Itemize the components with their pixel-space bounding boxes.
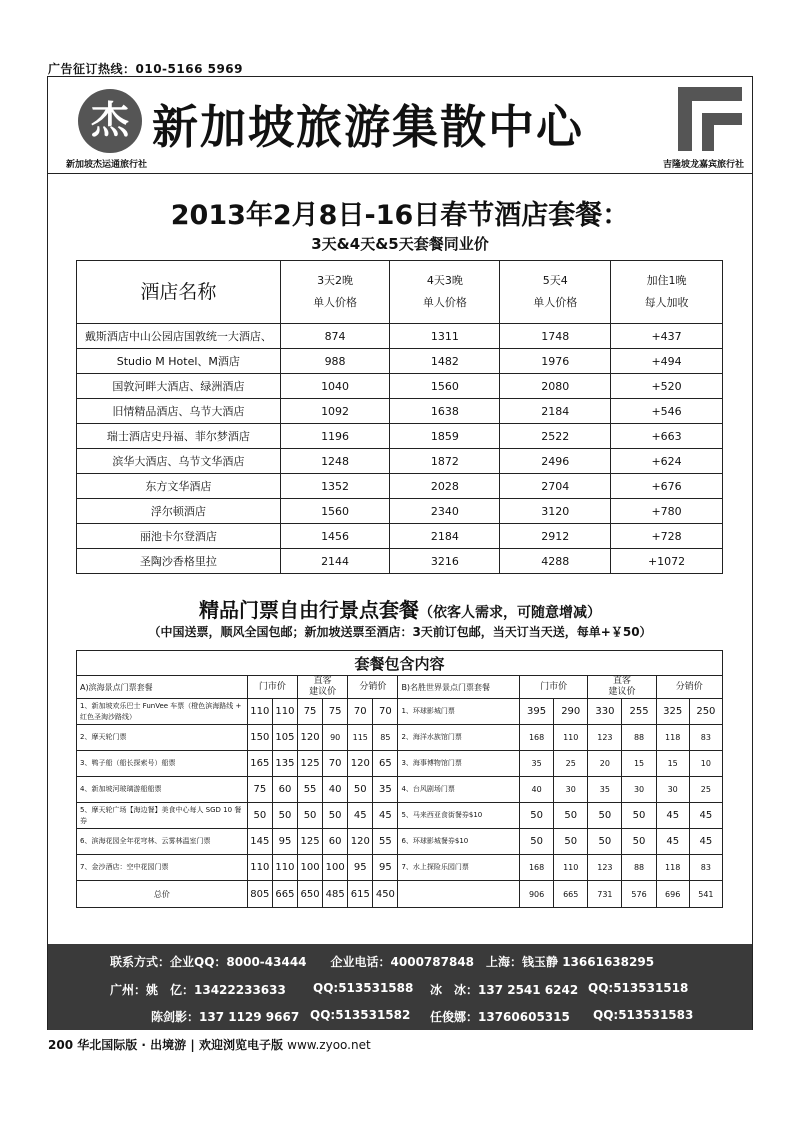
- table-row: 戴斯酒店中山公园店国敦统一大酒店、 874 1311 1748 +437: [77, 324, 723, 349]
- footer-url[interactable]: www.zyoo.net: [287, 1038, 371, 1052]
- table-row: 丽池卡尔登酒店 1456 2184 2912 +728: [77, 524, 723, 549]
- table-row: 3、鸭子船（船长探索号）船票 165 135 125 70 120 65 3、海事博物馆门票 35 25 20 15 15 10: [77, 751, 723, 777]
- page-frame: [47, 76, 753, 1030]
- ticket-table-caption: 套餐包含内容: [77, 651, 723, 676]
- table-row: 瑞士酒店史丹福、菲尔梦酒店 1196 1859 2522 +663: [77, 424, 723, 449]
- ad-hotline: 广告征订热线：010-5166 5969: [48, 62, 244, 76]
- page-subtitle: 3天&4天&5天套餐同业价: [311, 235, 489, 253]
- agency-right: 吉隆坡龙嘉宾旅行社: [662, 160, 744, 170]
- contact-panel: [48, 944, 752, 1030]
- table-row: 5、摩天轮广场【海边餐】美食中心每人 SGD 10 餐券 50 50 50 50 45 45 5、马来西亚食街餐券$10 50 50 50 50 45 45: [77, 803, 723, 829]
- table-row: 1、新加坡欢乐巴士 FunVee 车票（橙色滨海路线 + 红色圣淘沙路线） 110 110 75 75 70 70 1、环球影城门票 395 290 330 255 325 250: [77, 699, 723, 725]
- contact-guangzhou: 广州：姚 亿：13422233633: [110, 983, 286, 997]
- contact-name: 冰 冰：137 2541 6242: [430, 983, 579, 997]
- header-3d2n: 3天2晚 单人价格: [280, 261, 390, 324]
- contact-qq: QQ:513531583: [593, 1008, 694, 1022]
- table-row: Studio M Hotel、M酒店 988 1482 1976 +494: [77, 349, 723, 374]
- header-5d4n: 5天4 单人价格: [500, 261, 611, 324]
- header: [48, 77, 752, 175]
- publication-name: 华北国际版 · 出境游: [77, 1038, 187, 1052]
- table-row: 浮尔顿酒店 1560 2340 3120 +780: [77, 499, 723, 524]
- table-row: 圣陶沙香格里拉 2144 3216 4288 +1072: [77, 549, 723, 574]
- ticket-section-title: 精品门票自由行景点套餐（依客人需求，可随意增减）: [199, 598, 601, 622]
- page-title: 2013年2月8日-16日春节酒店套餐：: [170, 200, 630, 231]
- header-divider: [48, 173, 752, 174]
- ticket-section-note: （中国送票，顺风全国包邮；新加坡送票至酒店：3天前订包邮，当天订当天送，每单+￥50）: [148, 625, 652, 639]
- brand-logo-icon: 杰: [78, 89, 142, 153]
- contact-qq: QQ:513531588: [313, 981, 414, 995]
- hotel-price-table: [76, 260, 723, 574]
- header-hotel-name: 酒店名称: [77, 261, 281, 324]
- contact-line-1: 联系方式：企业QQ：8000-43444 企业电话：4000787848 上海：钱玉静 13661638295: [110, 955, 655, 969]
- contact-qq: QQ:513531582: [310, 1008, 411, 1022]
- header-4d3n: 4天3晚 单人价格: [390, 261, 500, 324]
- table-row: 东方文华酒店 1352 2028 2704 +676: [77, 474, 723, 499]
- contact-name: 任俊娜：13760605315: [430, 1010, 570, 1024]
- table-row: 旧情精品酒店、乌节大酒店 1092 1638 2184 +546: [77, 399, 723, 424]
- ticket-package-table: [76, 650, 723, 908]
- footer-welcome: 欢迎浏览电子版: [198, 1038, 283, 1052]
- brand-title: 新加坡旅游集散中心: [152, 100, 584, 154]
- f-logo-icon: [674, 83, 746, 155]
- ticket-total-row: 总价 805 665 650 485 615 450 906 665 731 576 696 541: [77, 881, 723, 908]
- table-row: 7、金沙酒店：空中花园门票 110 110 100 100 95 95 7、水上探险乐园门票 168 110 123 88 118 83: [77, 855, 723, 881]
- table-row: 国敦河畔大酒店、绿洲酒店 1040 1560 2080 +520: [77, 374, 723, 399]
- table-row: 6、滨海花园全年花穹林、云雾林温室门票 145 95 125 60 120 55 6、环球影城餐券$10 50 50 50 50 45 45: [77, 829, 723, 855]
- page-number: 200: [48, 1038, 74, 1052]
- table-row: 4、新加坡河玻璃游船船票 75 60 55 40 50 35 4、台风剧场门票 40 30 35 30 30 25: [77, 777, 723, 803]
- contact-name: 陈剑影：137 1129 9667: [151, 1010, 300, 1024]
- footer-separator: |: [190, 1038, 195, 1052]
- agency-left: 新加坡杰运通旅行社: [66, 160, 148, 170]
- table-row: 2、摩天轮门票 150 105 120 90 115 85 2、海洋水族馆门票 168 110 123 88 118 83: [77, 725, 723, 751]
- contact-qq: QQ:513531518: [588, 981, 689, 995]
- table-row: 滨华大酒店、乌节文华酒店 1248 1872 2496 +624: [77, 449, 723, 474]
- ticket-table-header: A)滨海景点门票套餐 门市价 直客 建议价 分销价 B)名胜世界景点门票套餐 门市价 直客 建议价 分销价: [77, 676, 723, 699]
- hotel-table-header: [77, 261, 723, 324]
- header-extra-night: 加住1晚 每人加收: [611, 261, 723, 324]
- page-footer: [48, 1036, 371, 1053]
